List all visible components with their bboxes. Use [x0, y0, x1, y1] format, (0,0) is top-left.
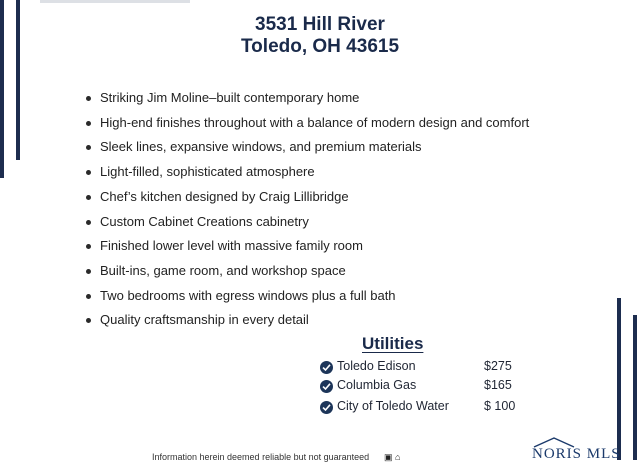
feature-item: Chef’s kitchen designed by Craig Lillibridge	[86, 185, 529, 210]
check-circle-icon	[320, 361, 333, 374]
utility-name: Toledo Edison	[337, 359, 416, 373]
bullet-icon	[86, 145, 91, 150]
feature-item: Custom Cabinet Creations cabinetry	[86, 210, 529, 235]
utility-name: City of Toledo Water	[337, 399, 449, 413]
bullet-icon	[86, 244, 91, 249]
disclaimer-text: Information herein deemed reliable but not guaranteed	[152, 452, 370, 462]
feature-item: Light-filled, sophisticated atmosphere	[86, 160, 529, 185]
right-frame-line-outer	[633, 315, 637, 460]
utilities-heading: Utilities	[362, 334, 424, 353]
feature-item: Finished lower level with massive family room	[86, 234, 529, 259]
feature-list	[86, 86, 529, 333]
address-street: 3531 Hill River	[255, 14, 385, 35]
check-circle-icon	[320, 380, 333, 393]
utility-cost: $275	[484, 359, 512, 373]
utility-cost: $ 100	[484, 399, 516, 413]
bullet-icon	[86, 269, 91, 274]
right-frame-line-inner	[617, 298, 621, 460]
bullet-icon	[86, 170, 91, 175]
feature-item: Quality craftsmanship in every detail	[86, 308, 529, 333]
bullet-icon	[86, 318, 91, 323]
bullet-icon	[86, 96, 91, 101]
address-city: Toledo, OH 43615	[240, 36, 400, 57]
utility-name: Columbia Gas	[337, 378, 417, 392]
property-address	[0, 14, 640, 58]
bullet-icon	[86, 121, 91, 126]
utility-cost: $165	[484, 378, 512, 392]
bullet-icon	[86, 195, 91, 200]
feature-item: High-end finishes throughout with a balance of modern design and comfort	[86, 111, 529, 136]
feature-item: Striking Jim Moline–built contemporary home	[86, 86, 529, 111]
feature-item: Two bedrooms with egress windows plus a full bath	[86, 284, 529, 309]
top-accent-line	[40, 0, 190, 3]
mls-logo: NORIS MLS	[532, 446, 621, 462]
feature-item: Sleek lines, expansive windows, and premium materials	[86, 135, 529, 160]
feature-item: Built-ins, game room, and workshop space	[86, 259, 529, 284]
check-circle-icon	[320, 401, 333, 414]
bullet-icon	[86, 220, 91, 225]
equal-housing-icon: ▣ ⌂	[384, 452, 401, 462]
bullet-icon	[86, 294, 91, 299]
